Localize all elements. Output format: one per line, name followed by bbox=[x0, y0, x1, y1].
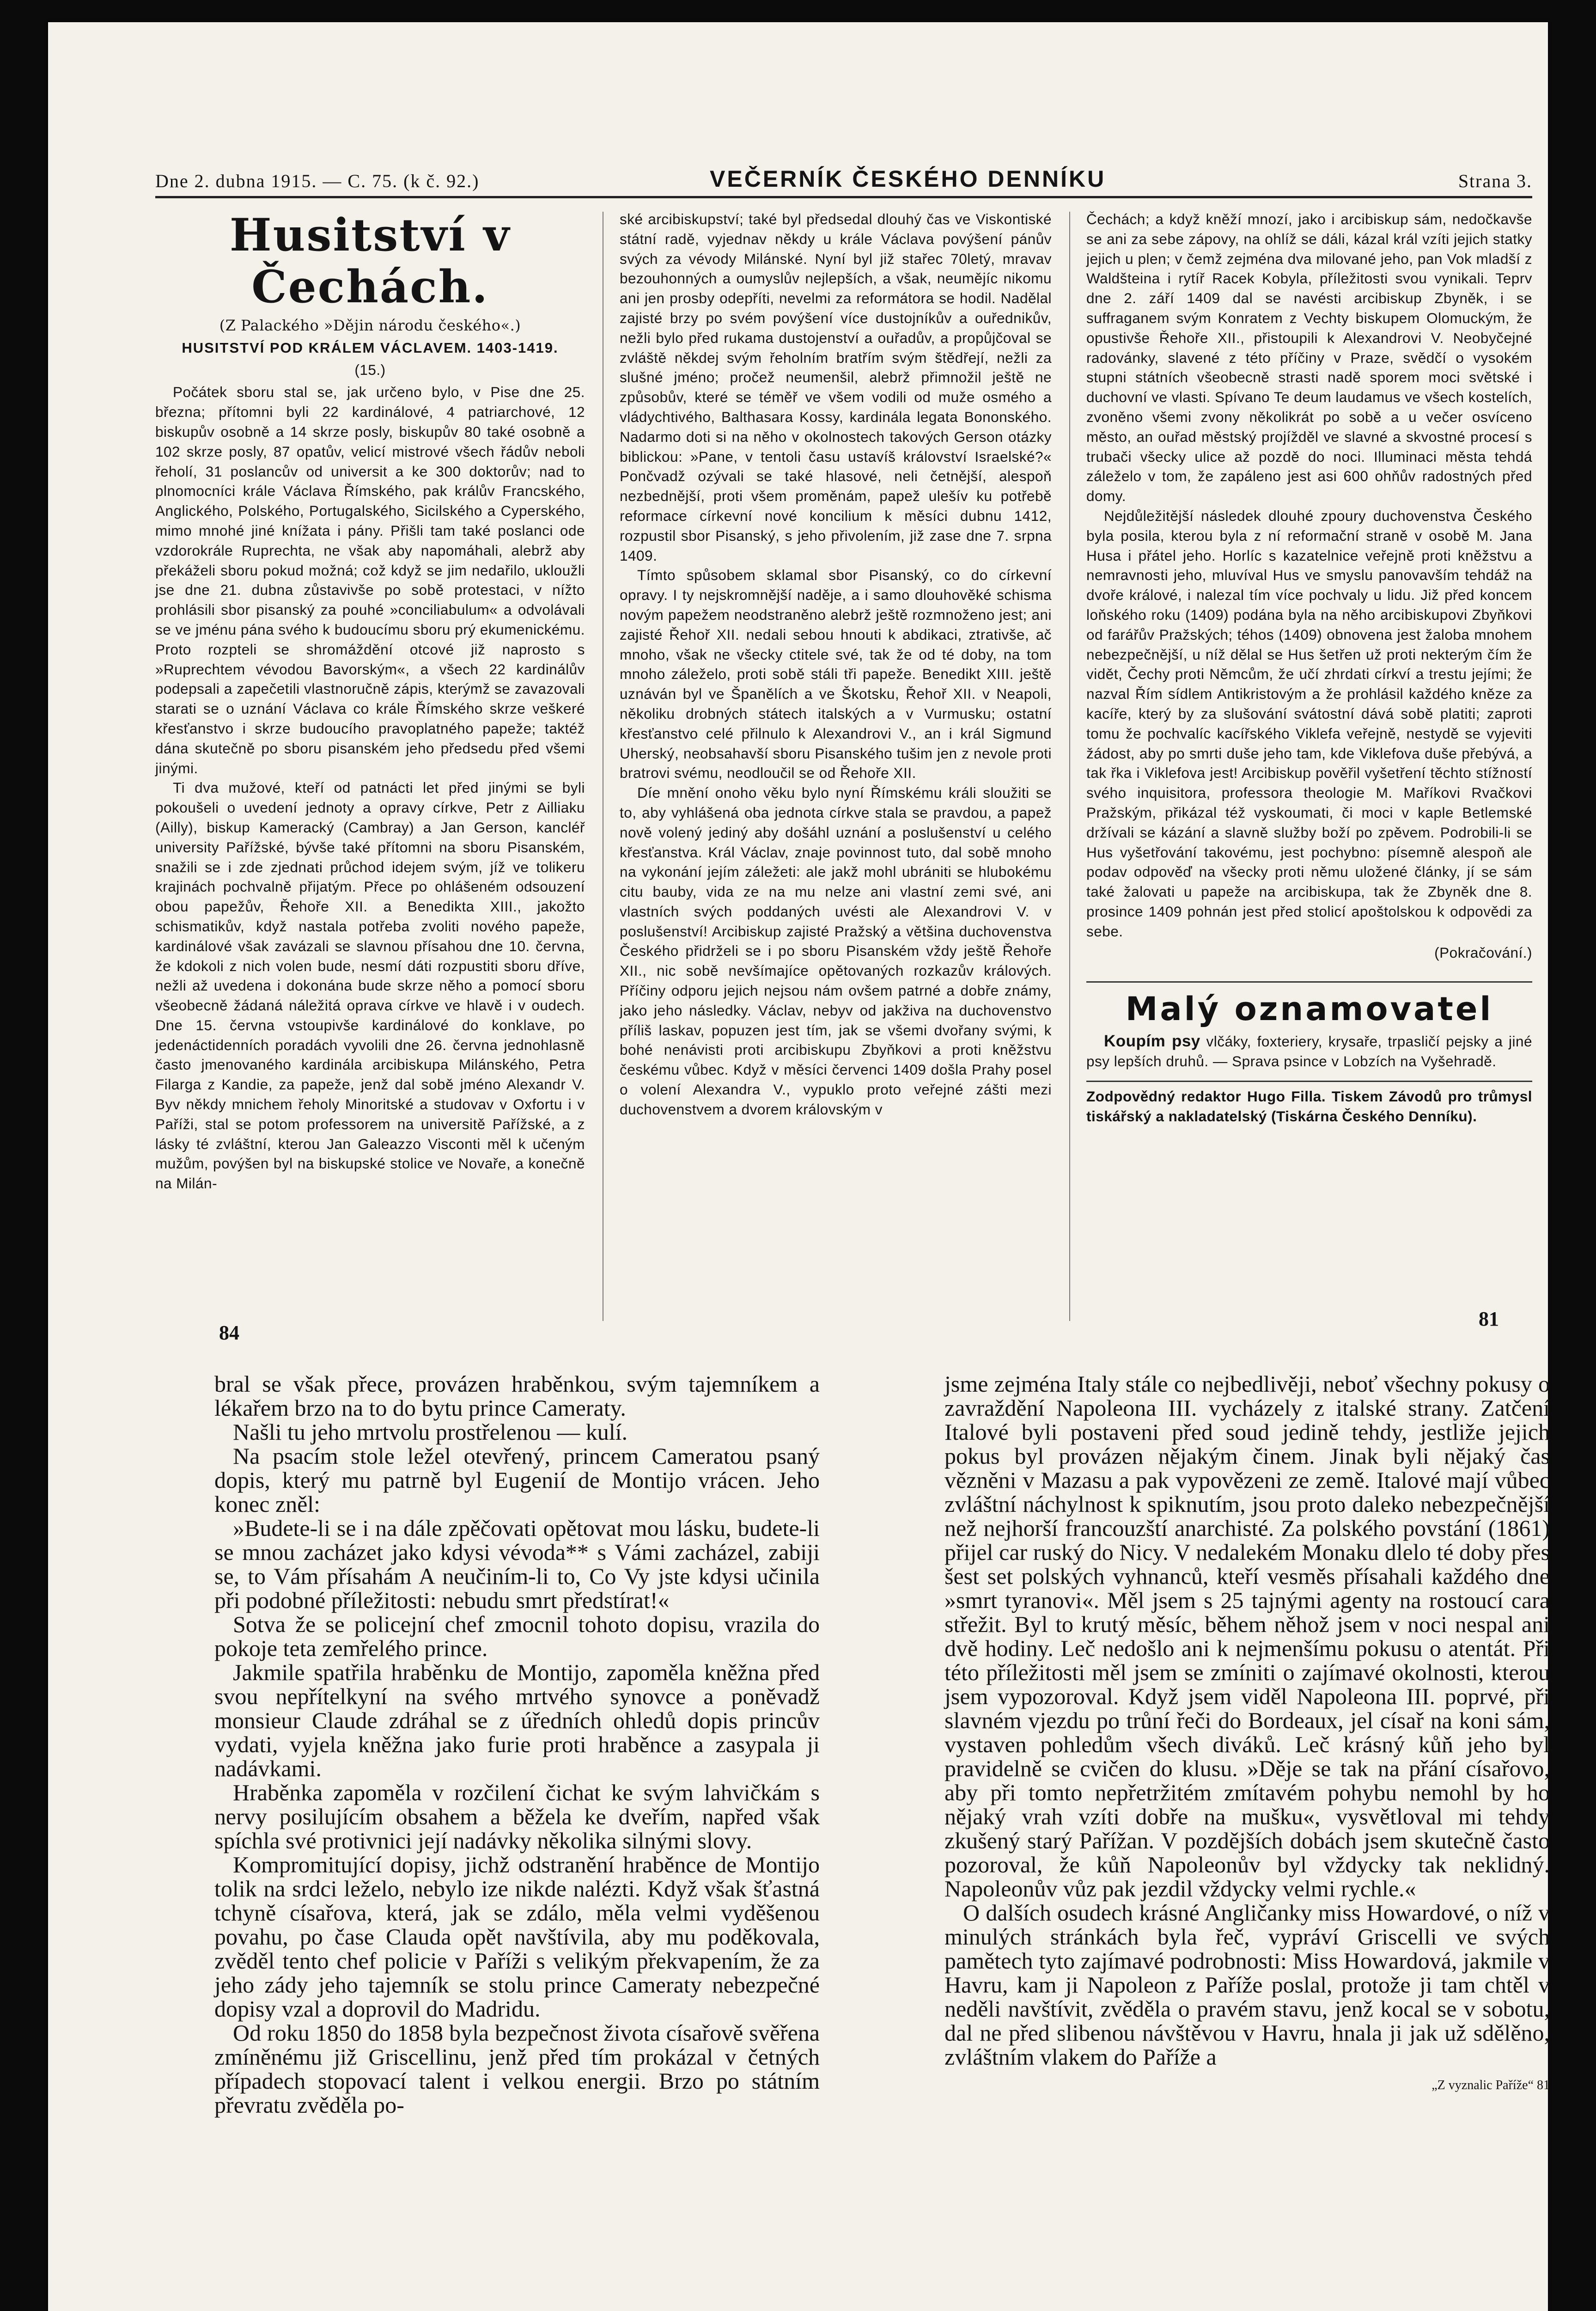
article-subtitle: HUSITSTVÍ POD KRÁLEM VÁCLAVEM. 1403-1419. bbox=[182, 339, 559, 356]
classifieds-title: Malý oznamovatel bbox=[1125, 990, 1493, 1028]
book-paragraph: Jakmile spatřila hraběnku de Montijo, zapoměla kněžna před svou nepřítelkyní na svého mrtvého synovce a poněvadž monsieur Claude zdráhal se z úředních ohledů dopis princův vydati, vyjela kněžna jako furie proti hraběnce a zasypala ji nadávkami. bbox=[214, 1659, 820, 1781]
running-footer: „Z vyznalic Paříže“ 81 bbox=[1432, 2078, 1550, 2092]
book-left-page bbox=[214, 1372, 820, 2117]
classified-ad bbox=[1086, 1032, 1532, 1071]
book-paragraph: Od roku 1850 do 1858 byla bezpečnost života císařově svěřena zmíněnému již Griscellinu, jenž před tím prokázal v četných případech stopovací talent i velkou energii. Brzo po státním převratu zvěděla po- bbox=[214, 2020, 820, 2118]
article-paragraph: Díe mnění onoho věku bylo nyní Římskému králi sloužiti se to, aby vyhlášená oba jednota církve stala se pravdou, a papež nově volený jediný aby došáhl uznání a poslušenství u celého křesťanstva. Král Václav, znaje povinnost tuto, dal sobě mnoho na vykonání jejím záležeti: ale jakž mohl ubrániti se hlubokému citu bauby, vida ze na mu nelze ani vlastní zemi své, ani vlastních svých poddaných uvésti ale Alexandrovi V. v poslušenství! Arcibiskup zajisté Pražský a většina duchovenstva Českého přidrželi se i po sboru Pisanském vždy ještě Řehoře XII., nic sobě nevšímajíce opětovaných rozkazův králových. Příčiny odporu jejich nejsou nám ovšem patrné a dobře známy, jako jeho následky. Václav, nebyv od jakživa na duchovenstvo příliš laskav, popuzen jest tím, jak se všemi dvořany svými, k bohé nenávisti proti arcibiskupu Zbyňkovi a proti kněžstvu českému vůbec. Když v měsíci červenci 1409 došla Prahy posel o volení Alexandra V., vypuklo proto veřejné zášti mezi duchovenstvem a dvorem královským v bbox=[620, 784, 1052, 1118]
article-paragraph: Čechách; a když kněží mnozí, jako i arcibiskup sám, nedočkavše se ani za sebe zápovy, na ohlíž se dáli, kázal král vzíti jejich statky jejich u plen; v čemž zejména dva milované jeho, pan Vok mladší z Waldšteina i rytíř Racek Kobyla, příležitosti svou vynikali. Teprv dne 2. září 1409 dal se navésti arcibiskup Zbyněk, i se suffraganem svým Konratem z Vechty biskupem Olomuckým, že opustivše Řehoře XII., přistoupili k Alexandrovi V. Neobyčejné radovánky, slavené z této příčiny v Praze, svědčí o vysokém stupni státních všeobecně strasti nadě sporem moci světské i duchovní ve vlasti. Spívano Te deum laudamus ve všech kostelích, zvoněno všemi zvony několikrát po sobě a u večer osvíceno město, an ouřad městský projížděl ve slavné a skvostné procesí s trubači všecky ulice až pozdě do noci. Illuminaci města tehdá záleželo v tom, že zapáleno jest asi 600 ohňův radostných před domy. bbox=[1086, 211, 1532, 505]
book-paragraph: Kompromitující dopisy, jichž odstranění hraběnce de Montijo tolik na srdci leželo, nebylo ize nikde nalézti. Když však šťastná tchyně císařova, která, jak se zdálo, měla velmi vyděšenou povahu, po čase Clauda opět navštívila, aby mu poděkovala, zvěděl tento chef policie v Paříži s velikým překvapením, že za jeho zády jeho tajemník se stolu prince Cameraty nebezpečné dopisy vzal a doprovil do Madridu. bbox=[214, 1852, 820, 2022]
scanned-sheet bbox=[48, 22, 1548, 2311]
continuation-note: (Pokračování.) bbox=[1434, 944, 1532, 961]
column-3 bbox=[1086, 209, 1532, 1126]
right-page-number: 81 bbox=[1479, 1308, 1499, 1330]
page-label: Strana 3. bbox=[1458, 171, 1532, 191]
book-paragraph: Hraběnka zapoměla v rozčilení čichat ke svým lahvičkám s nervy posilujícím obsahem a běžela ke dveřím, napřed však spíchla své protivnici její nadávky několika silnými slovy. bbox=[214, 1779, 820, 1853]
article-paragraph: Počátek sboru stal se, jak určeno bylo, v Pise dne 25. března; přítomni byli 22 kardinálové, 4 patriarchové, 12 biskupův osobně a 14 skrze posly, biskupův 80 také osobně a 102 skrze posly, 87 opatův, velicí mistrové všech řádův neboli řeholí, 31 poslancův od universit a ke 300 doktorův; nad to plnomocníci krále Václava Římského, pak králův Francského, Anglického, Polského, Portugalského, Sicilského a Cyperského, mimo mnohé jiné knížata i pány. Přišli tam také poslanci ode vzdorokrále Ruprechta, ne však aby napomáhali, alebrž aby překáželi sboru pokud možná; což když se jim nedařilo, ukloužli jse dne 21. dubna zůstavivše po sobě protestaci, v nížto prohlásili sbor pisanský za pouhé »conciliabulum« a odvolávali se ve jménu pána svého k budoucímu sboru prý ekumenickému. Proto rozpteli se shromáždění otcové již naprosto s »Ruprechtem vévodou Bavorským«, a všech 22 kardinálův podepsali a zapečetili vlastnoručně zápis, kterýmž se zavazovali starati se o uznání Václava co krále Římského skrze veškeré křesťanstvo i skrze budoucího pravoplatného papeže; taktéž dána skutečně po sboru pisanském jeho předsedu před všemi jinými. bbox=[155, 384, 585, 776]
book-paragraph: Na psacím stole ležel otevřený, princem Cameratou psaný dopis, který mu patrně byl Eugenií de Montijo vrácen. Jeho konec zněl: bbox=[214, 1443, 820, 1517]
column-2 bbox=[620, 209, 1052, 1119]
book-paragraph: bral se však přece, provázen hraběnkou, svým tajemníkem a lékařem brzo na to do bytu prince Cameraty. bbox=[214, 1371, 820, 1421]
article-paragraph: Ti dva mužové, kteří od patnácti let před jinými se byli pokoušeli o uvedení jednoty a opravy církve, Petr z Ailliaku (Ailly), biskup Kameracký (Cambray) a Jan Gerson, kancléř university Pařížské, bývše také přítomni na sboru Pisanském, snažili se i zde zjednati průchod idejem svým, jíž ve tolikeru krajinách pochvalně přijatým. Přece po ohlášeném odsouzení obou papežův, Řehoře XII. a Benedikta XIII., jakožto schismatikův, když nastala potřeba zvoliti nového papeže, kardinálové však zavázali se slavnou přísahou dne 10. června, že kdokoli z nich volen bude, nesmí dáti rozpustiti sboru dříve, nežli až uvedena i dokonána bude skrze něho a pomocí sboru všeobecně žádaná náležitá oprava církve ve hlavě i v oudech. Dne 15. června vstoupivše kardinálové do konklave, po jedenáctidenních poradách vyvolili dne 26. června jednohlasně často jmenovaného kardinála arcibiskupa Milánského, Petra Filarga z Kandie, za papeže, jenž dal sobě jméno Alexandr V. Byv někdy mnichem řeholy Minoritské a studovav v Oxfortu i v Paříži, stal se potom professorem na universitě Pařížské, a z lásky té zvláštní, kterou Jan Galeazzo Visconti měl k učeným mužům, povýšen byl na biskupské stolice ve Novaře, a konečně na Milán- bbox=[155, 779, 585, 1192]
article-part-number: (15.) bbox=[354, 361, 386, 378]
newspaper-title: VEČERNÍK ČESKÉHO DENNÍKU bbox=[710, 166, 1106, 192]
issue-date: Dne 2. dubna 1915. — C. 75. (k č. 92.) bbox=[155, 171, 480, 191]
book-paragraph: »Budete-li se i na dále zpěčovati opětovat mou lásku, budete-li se mnou zacházet jako kdysi vévoda** s Vámi zacházel, zabiji se, to Vám přísahám A neučiním-li to, Co Vy jste kdysi učinila při podobné příležitosti: nebudu smrt předstírat!« bbox=[214, 1515, 820, 1613]
book-paragraph: Našli tu jeho mrtvolu prostřelenou — kulí. bbox=[233, 1419, 628, 1445]
book-spread bbox=[187, 1308, 1550, 2311]
column-1 bbox=[155, 209, 585, 1193]
ad-text: vlčáky, foxteriery, krysaře, trpasličí pejsky a jiné psy lepších druhů. — Sprava psince v Lobzích na Vyšehradě. bbox=[1086, 1033, 1532, 1070]
book-right-page bbox=[944, 1372, 1550, 2097]
masthead bbox=[155, 165, 1532, 198]
book-paragraph: O dalších osudech krásné Angličanky miss Howardové, o níž v minulých stránkách byla řeč, vypráví Griscelli ve svých pamětech tyto zajímavé podrobnosti: Miss Howardová, jakmile v Havru, kam ji Napoleon z Paříže poslal, protože ji tam chtěl v neděli navštívit, zvěděla o pravém stavu, jenž kocal se v sobotu, dal ne před slibenou návštěvou v Havru, hnala ji jak už sdělěno, zvláštním vlakem do Paříže a bbox=[944, 1900, 1550, 2070]
book-paragraph: Sotva že se policejní chef zmocnil tohoto dopisu, vrazila do pokoje teta zemřelého prince. bbox=[214, 1611, 820, 1661]
article-source: (Z Palackého »Dějin národu českého«.) bbox=[219, 317, 521, 334]
left-page-number: 84 bbox=[219, 1321, 239, 1344]
article-paragraph: Nejdůležitější následek dlouhé zpoury duchovenstva Českého byla posila, kterou byla z ní reformační straně v osobě M. Jana Husa i přátel jeho. Horlíc s kazatelnice veřejně proti kněžstvu a nemravnosti jeho, mluvíval Hus ve smyslu panovavším tehdáž na dvoře králové, i nalezal tím více pochvaly u lidu. Již před koncem loňského roku (1409) podána byla na něho arcibiskupovi Zbyňkovi od farářův Pražských; téhos (1409) obnovena jest žaloba mnohem nebezpečnější, u níž dělal se Hus šetřen už proti nekterým čím že vidět, Čechy proti Němcům, že učí zhrdati církví a trestu jejími; že nazval Řím sídlem Antikristovým a že prohlásil každého kněze za kacíře, který by za slušování svátostní dává sobě platiti; zaproti tomu že pochvalíc kacířského Viklefa veřejně, nestydě se vyjeviti žádost, aby po smrti duše jeho tam, kde Viklefova duše přebývá, a tak řka i Viklefova jest! Arcibiskup pověřil vyšetření těchto stížností svého inquisitora, professora theologie M. Maříkovi Rvačkovi Pražským, přikázal též vyskoumati, či moci v kaple Betlemské držívali se kázání a slavně služby boží po zpěvem. Podrobili-li se Hus vyšetřování takovému, jest pochybno: písemně alespoň ale podav odpověď na všecky proti němu uložené články, jí se sám také žalovati u papeže na arcibiskupa, tak že Zbyněk dne 8. prosince 1409 pohnán jest před stolicí apoštolskou k odpovědi za sebe. bbox=[1086, 507, 1532, 940]
article-paragraph: Tímto spůsobem sklamal sbor Pisanský, co do církevní opravy. I ty nejskromnější naděje, a i samo dlouhověké schisma novým papežem neodstraněno alebrž ještě rozmnoženo jest; ani zajisté Řehoř XII. nedali sebou hnouti k abdikaci, ztrativše, ač mnoho, však ne všecky ctitele své, tak že od té doby, na tom mnoho záleželo, proti sobě stáli tři papeže. Benedikt XIII. ještě uznáván byl ve Španělích a ve Škotsku, Řehoř XII. v Neapoli, několiku drobných státech italských a v Vurmusku; ostatní křesťanstvo celé přilnulo k Alexandrovi V., an i král Sigmund Uherský, neobsahavší sboru Pisanského tušim jen z nevole proti bratrovi svému, neodloučil se od Řehoře XII. bbox=[620, 567, 1052, 782]
classifieds-box bbox=[1086, 981, 1532, 1071]
column-divider bbox=[1069, 212, 1070, 1321]
article-paragraph: ské arcibiskupství; také byl předsedal dlouhý čas ve Viskontiské státní radě, vyjednav někdy u krále Václava povýšení pánův svých za vévody Milánské. Nyní byl již stařec 70letý, mravav bezouhonných a oumyslův nejlepších, a však, neumějíc nikomu ani jen prosby odepříti, nevelmi za reformátora se hodil. Nadělal zajisté brzy po svém povýšení více dustojníkův a ouřednikův, nežli bylo před rukama dustojenství a ouřadův, a propůjčoval se zvláště někdej svým řeholním bratřím svým štědřejí, nežli za slušné jméno; pročež neumenšil, alebrž přimnožil ještě ne způsobův, které se téměř ve všem vodili od muže osmého a vládychtivého, Balthasara Kossy, kardinála legata Bononského. Nadarmo doti si na něho v okolnostech takových Gerson otázky biblickou: »Pane, v tentoli času ustavíš království Israelské?« Pončvadž ozývali se také hlasové, neli četnější, alespoň nezbednější, proti všem proměnám, papež ulešív ku potřebě reformace církevní nové koncilium k měsíci dubnu 1412, rozpustil sbor Pisanský, s jeho přivolením, již zase dne 7. srpna 1409. bbox=[620, 211, 1052, 564]
ad-lead: Koupím psy bbox=[1104, 1032, 1200, 1051]
imprint: Zodpovědný redaktor Hugo Filla. Tiskem Závodů pro trůmysl tiskářský a nakladatelský (Tiskárna Českého Denníku). bbox=[1086, 1081, 1532, 1126]
book-paragraph: jsme zejména Italy stále co nejbedlivěji, neboť všechny pokusy o zavraždění Napoleona III. vycházely z italské strany. Zatčení Italové byli postaveni před soud jedině tehdy, jestliže jejich pokus byl provázen nějakým činem. Jinak byli nějaký čas vězněni v Mazasu a pak vypovězeni ze země. Italové mají vůbec zvláštní náchylnost k spiknutím, jsou proto daleko nebezpečnější než nejhorší francouzští anarchisté. Za polského povstání (1861) přijel car ruský do Nicy. V nedalekém Monaku dlelo té doby přes šest set polských vyhnanců, kteří vesměs přísahali každého dne »smrt tyranovi«. Měl jsem s 25 tajnými agenty na rostoucí cara střežit. Byl to krutý měsíc, během něhož jsem v noci nespal ani dvě hodiny. Leč nedošlo ani k nejmenšímu pokusu o atentát. Při této příležitosti měl jsem se zmíniti o zajímavé okolnosti, kterou jsem vypozoroval. Když jsem viděl Napoleona III. poprvé, při slavném vjezdu po trůní řeči do Bordeaux, jel císař na koni sám, vystaven pohledům všech diváků. Leč krásný kůň jeho byl pravidelně se cvičen do klusu. »Děje se tak na přání císařovo, aby při tomto nepřetržitém zmítavém pohybu nemohl by ho nějaký vrah vzíti dobře na mušku«, vysvětloval mi tehdy zkušený starý Pařížan. V pozdějších dobách jsem skutečně často pozoroval, že kůň Napoleonův byl vždycky tak neklidný. Napoleonův vůz pak jezdil vždycky velmi rychle.« bbox=[944, 1371, 1550, 1901]
article-title: Husitství v Čechách. bbox=[229, 209, 511, 313]
newspaper-page bbox=[155, 133, 1532, 1326]
